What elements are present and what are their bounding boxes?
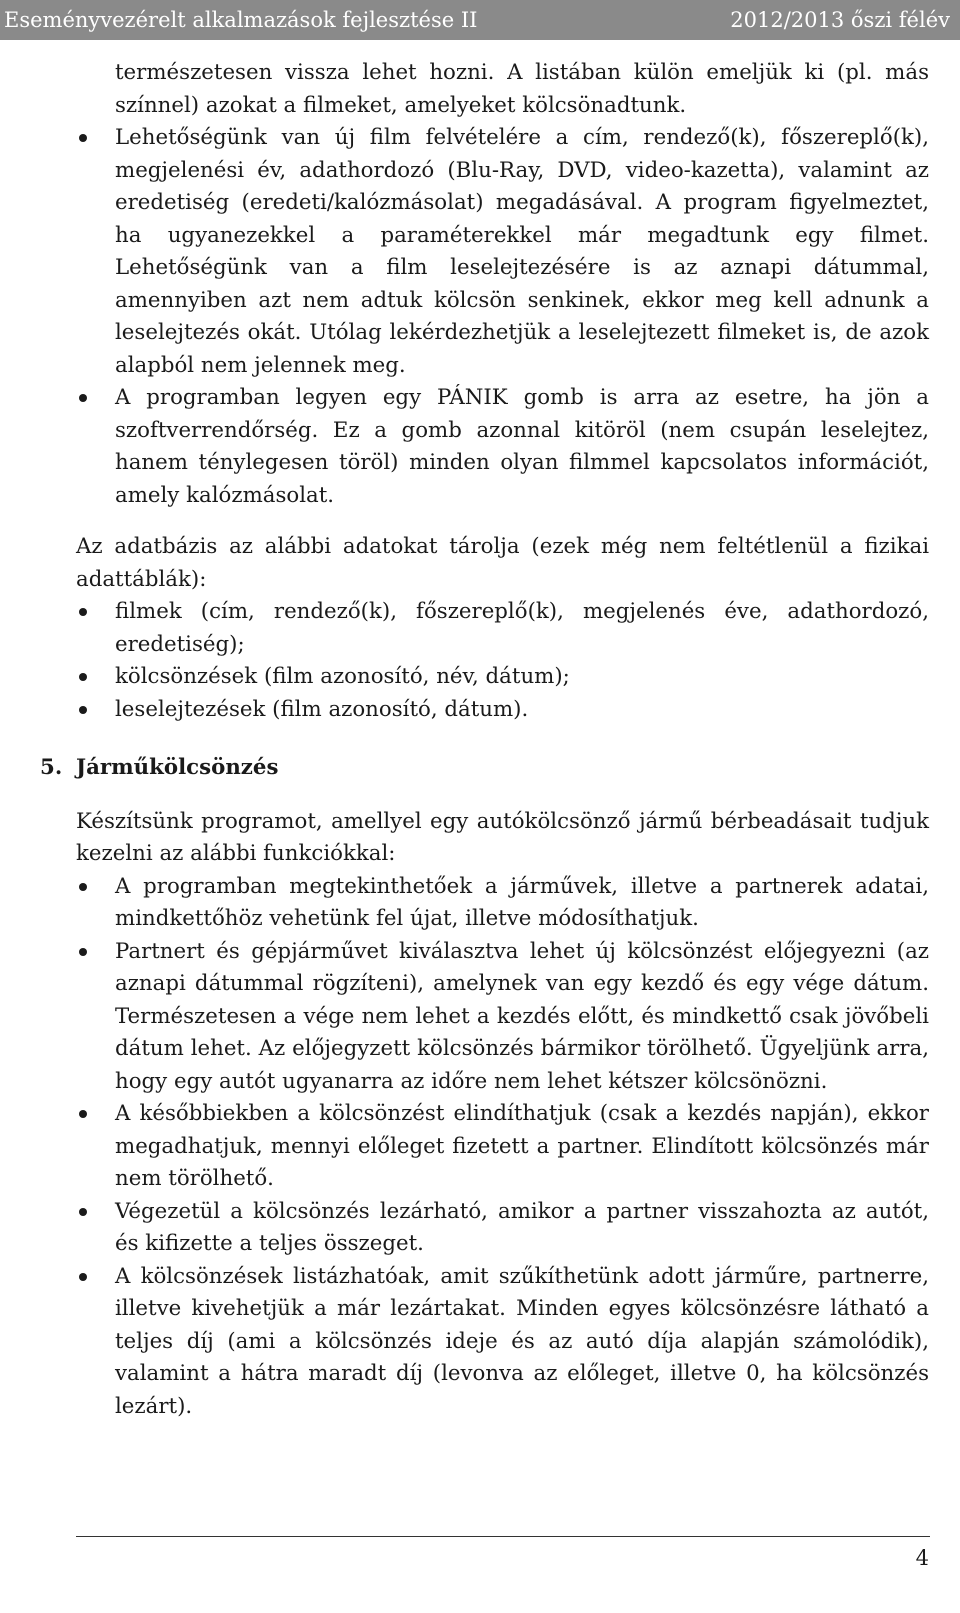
database-intro-paragraph: Az adatbázis az alábbi adatokat tárolja (ezek még nem feltétlenül a fizikai adattáblák): (76, 534, 929, 592)
section-title: Járműkölcsönzés (76, 755, 279, 780)
bullet-icon (79, 1273, 87, 1281)
list-item-text: Végezetül a kölcsönzés lezárható, amikor a partner visszahozta az autót, és kifizette a teljes összeget. (115, 1198, 929, 1256)
page-header (0, 0, 960, 40)
list-item (76, 871, 929, 936)
list-item (76, 694, 929, 727)
document-title: Eseményvezérelt alkalmazások fejlesztése II (4, 8, 478, 32)
database-items-list (76, 596, 929, 726)
list-item-text: A programban megtekinthetőek a járművek, illetve a partnerek adatai, mindkettőhöz vehetünk fel újat, illetve módosíthatjuk. (115, 873, 929, 931)
bullet-icon (79, 673, 87, 681)
bullet-icon (79, 706, 87, 714)
list-item (76, 382, 929, 512)
bullet-icon (79, 134, 87, 142)
semester-label: 2012/2013 őszi félév (730, 8, 950, 32)
footer-divider (76, 1536, 930, 1537)
list-item-text: A későbbiekben a kölcsönzést elindíthatjuk (csak a kezdés napján), ekkor megadhatjuk, mennyi előleget fizetett a partner. Elindított kölcsönzés már nem törölhető. (115, 1101, 929, 1191)
list-item-text: leselejtezések (film azonosító, dátum). (115, 696, 529, 722)
list-item-text: Partnert és gépjárművet kiválasztva lehet új kölcsönzést előjegyezni (az aznapi dátummal rögzíteni), amelynek van egy kezdő és egy vége dátum. Természetesen a vége nem lehet a kezdés előtt, és mindkettő csak jövőbeli dátum lehet. Az előjegyzett kölcsönzés bármikor törölhető. Ügyeljünk arra, hogy egy autót ugyanarra az időre nem lehet kétszer kölcsönözni. (115, 938, 929, 1094)
bullet-icon (79, 608, 87, 616)
film-feature-list (76, 122, 929, 512)
section-heading (40, 752, 929, 785)
page-number: 4 (915, 1546, 929, 1570)
list-item-text: kölcsönzések (film azonosító, név, dátum); (115, 664, 570, 689)
list-item-text: A programban legyen egy PÁNIK gomb is arra az esetre, ha jön a szoftverrendőrség. Ez a gomb azonnal kitöröl (nem csupán leselejtez, hanem ténylegesen töröl) minden olyan filmmel kapcsolatos információt, amely kalózmásolat. (115, 385, 929, 508)
continued-paragraph: természetesen vissza lehet hozni. A listában külön emeljük ki (pl. más színnel) azokat a filmeket, amelyeket kölcsönadtunk. (115, 60, 929, 118)
list-item-text: filmek (cím, rendező(k), főszereplő(k), megjelenés éve, adathordozó, eredetiség); (115, 599, 929, 657)
bullet-icon (79, 394, 87, 402)
section-number: 5. (40, 755, 63, 780)
list-item (76, 596, 929, 661)
list-item (76, 661, 929, 694)
list-item (76, 936, 929, 1099)
list-item-text: Lehetőségünk van új film felvételére a cím, rendező(k), főszereplő(k), megjelenési év, adathordozó (Blu-Ray, DVD, video-kazetta), valamint az eredetiség (eredeti/kalózmásolat) megadásával. A program figyelmeztet, ha ugyanezekkel a paraméterekkel már megadtunk egy filmet. Lehetőségünk van a film leselejtezésére is az aznapi dátummal, amennyiben azt nem adtuk kölcsön senkinek, ekkor meg kell adnunk a leselejtezés okát. Utólag lekérdezhetjük a leselejtezett filmeket is, de azok alapból nem jelennek meg. (115, 125, 929, 378)
bullet-icon (79, 948, 87, 956)
page-content (40, 57, 929, 1423)
vehicle-intro-paragraph: Készítsünk programot, amellyel egy autókölcsönző jármű bérbeadásait tudjuk kezelni az alábbi funkciókkal: (76, 808, 929, 866)
list-item (76, 1261, 929, 1424)
list-item-text: A kölcsönzések listázhatóak, amit szűkíthetünk adott járműre, partnerre, illetve kivehetjük a már lezártakat. Minden egyes kölcsönzésre látható a teljes díj (ami a kölcsönzés ideje és az autó díja alapján számolódik), valamint a hátra maradt díj (levonva az előleget, illetve 0, ha kölcsönzés lezárt). (115, 1263, 929, 1419)
vehicle-feature-list (76, 871, 929, 1424)
list-item (76, 122, 929, 382)
bullet-icon (79, 1208, 87, 1216)
bullet-icon (79, 1110, 87, 1118)
list-item (76, 1196, 929, 1261)
bullet-icon (79, 883, 87, 891)
list-item (76, 1098, 929, 1196)
